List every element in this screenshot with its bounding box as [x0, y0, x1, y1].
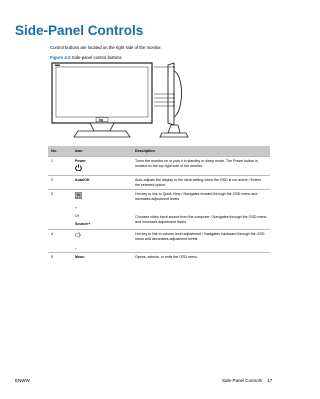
- volume-icon: [75, 232, 82, 238]
- side-button-auto: [173, 93, 175, 95]
- row-number: 5: [48, 253, 72, 262]
- monitor-side-stand: [168, 125, 180, 133]
- intro-text: Control buttons are located on the right side of the monitor.: [50, 45, 162, 50]
- monitor-screen: [56, 67, 148, 117]
- header-description: Description: [132, 146, 270, 157]
- row-icon-cell: [72, 157, 132, 176]
- row-description: [132, 190, 270, 229]
- table-row: [48, 190, 270, 229]
- monitor-stand-base: [74, 131, 130, 137]
- row-number: 3: [48, 190, 72, 229]
- hp-logo-text: hp: [99, 117, 104, 122]
- row-description: Turns the monitor on or puts it in standby or sleep mode. The Power button is located on the top right side of the monitor.: [132, 157, 270, 176]
- row-icon-cell: [72, 229, 132, 253]
- footer-left: ENWW: [15, 378, 30, 383]
- row-description: Opens, selects, or exits the OSD menu.: [132, 253, 270, 262]
- table-row: [48, 157, 270, 176]
- power-icon: [75, 164, 82, 171]
- row-description: Hot key to link to volume level adjustment / Navigates backward through the OSD menu and decreases adjustment levels: [132, 229, 270, 253]
- table-row: [48, 253, 270, 262]
- icon-label: Power: [75, 159, 86, 163]
- table-row: [48, 229, 270, 253]
- row-number: 2: [48, 175, 72, 190]
- source-plus-label: Source/+: [75, 221, 91, 226]
- page-heading: Side-Panel Controls: [15, 23, 144, 38]
- footer-section-title: Side-Panel Controls: [222, 378, 263, 383]
- controls-table: [48, 146, 270, 262]
- monitor-illustration: [50, 61, 190, 141]
- table-row: [48, 175, 270, 190]
- monitor-stand-neck: [90, 123, 114, 131]
- monitor-side-back: [174, 71, 182, 117]
- row-icon-cell: [72, 175, 132, 190]
- side-button-menu: [173, 105, 175, 107]
- row-description-secondary: Chooses video input source from the computer / Navigates through the OSD menu and increases adjustment levels: [135, 215, 267, 224]
- footer-right: [222, 378, 272, 383]
- row-icon-cell: [72, 190, 132, 229]
- row-description: Auto-adjusts the display to the ideal setting when the OSD is not active / Enters the selected option.: [132, 175, 270, 190]
- figure-caption-text: Side-panel control buttons: [71, 55, 122, 60]
- figure-caption: [50, 55, 122, 60]
- side-button-power: [173, 66, 175, 68]
- side-button-minus: [173, 101, 175, 103]
- row-number: 4: [48, 229, 72, 253]
- side-button-plus: [173, 97, 175, 99]
- row-description-primary: Hot key to link to Quick View / Navigates forward through the OSD menu and increases adjustment levels: [135, 192, 258, 202]
- monitor-side-base: [160, 133, 188, 137]
- figure-label: Figure 4-2: [50, 55, 71, 60]
- or-text: Or: [75, 214, 79, 219]
- quick-view-icon: [75, 192, 82, 199]
- header-no: No.: [48, 146, 72, 157]
- page-number: 17: [267, 378, 273, 383]
- minus-symbol: –: [75, 245, 77, 250]
- icon-label: Auto/OK: [75, 177, 90, 182]
- icon-label: Menu: [75, 255, 85, 260]
- monitor-logo: [55, 65, 60, 67]
- plus-symbol: +: [75, 206, 78, 211]
- row-icon-cell: [72, 253, 132, 262]
- header-icon: Icon: [72, 146, 132, 157]
- row-number: 1: [48, 157, 72, 176]
